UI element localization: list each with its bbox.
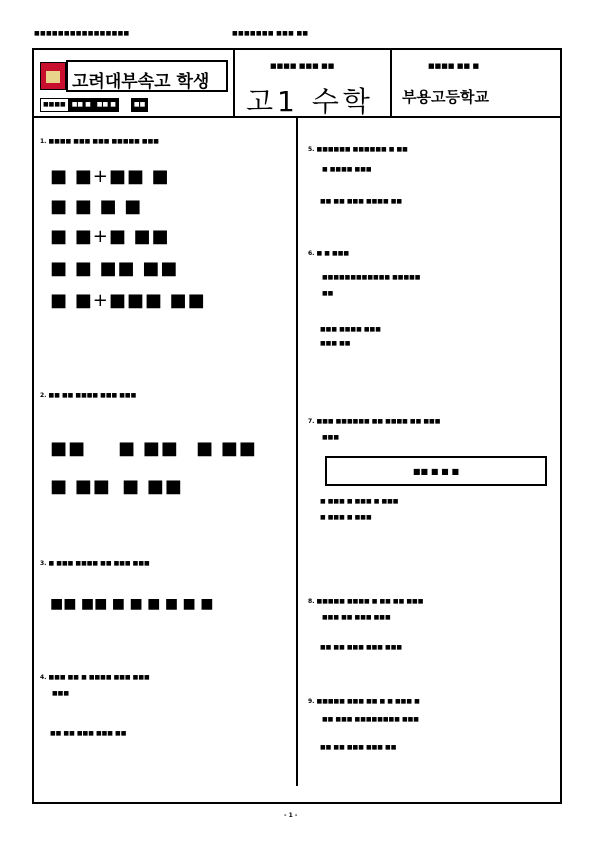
q1-option: ■ ■+■■ ■	[50, 166, 170, 187]
question-5: 5. ■■■■■■ ■■■■■■ ■ ■■	[308, 146, 408, 153]
question-7: 7. ■■■ ■■■■■■ ■■ ■■■■ ■■ ■■■	[308, 418, 441, 425]
exam-label: ■■■■ ■■■ ■■	[270, 62, 335, 70]
q6-subtext: ■■	[322, 290, 334, 297]
top-left-text: ■■■■■■■■■■■■■■■■	[34, 30, 130, 37]
info-row	[40, 98, 228, 112]
column-divider	[296, 118, 298, 786]
q2-option: ■ ■■	[50, 476, 111, 497]
q3-options: ■■ ■■ ■ ■ ■ ■ ■ ■	[50, 596, 214, 612]
q5-subtext: ■ ■■■■ ■■■	[322, 166, 372, 173]
info-cell: ■■ ■	[69, 98, 94, 112]
q2-option: ■■	[50, 438, 87, 459]
header-divider	[233, 48, 235, 118]
page-number: - 1 -	[284, 812, 298, 819]
question-1: 1. ■■■■ ■■■ ■■■ ■■■■■ ■■■	[40, 138, 159, 145]
q1-option: ■ ■+■ ■■	[50, 226, 170, 247]
q4-options: ■■ ■■ ■■■ ■■■ ■■	[50, 730, 127, 737]
q2-option: ■ ■■	[196, 438, 257, 459]
top-center-text: ■■■■■■■ ■■■ ■■	[232, 30, 309, 37]
info-cell: ■■	[131, 98, 148, 112]
q2-option: ■ ■■	[118, 438, 179, 459]
info-cell: ■■■■	[40, 98, 69, 112]
q7-box-text: ■■ ■ ■ ■	[412, 466, 460, 476]
school-right: 부용고등학교	[402, 88, 489, 106]
info-cell: ■■ ■	[94, 98, 119, 112]
question-2: 2. ■■ ■■ ■■■■ ■■■ ■■■	[40, 392, 137, 399]
q8-options: ■■ ■■ ■■■ ■■■ ■■■	[320, 644, 403, 651]
q5-options: ■■ ■■ ■■■ ■■■■ ■■	[320, 198, 403, 205]
q6-subtext: ■■■■■■■■■■■■ ■■■■■	[322, 274, 421, 281]
q1-option: ■ ■ ■■ ■■	[50, 258, 179, 279]
q2-option: ■ ■■	[122, 476, 183, 497]
q7-options: ■ ■■■ ■ ■■■ ■ ■■■	[320, 498, 399, 505]
question-6: 6. ■ ■ ■■■	[308, 250, 350, 257]
q1-option: ■ ■+■■■ ■■	[50, 290, 206, 311]
question-3: 3. ■ ■■■ ■■■■ ■■ ■■■ ■■■	[40, 560, 150, 567]
question-4: 4. ■■■ ■■ ■ ■■■■ ■■■ ■■■	[40, 674, 150, 681]
header-divider	[390, 48, 392, 118]
q9-options: ■■ ■■ ■■■ ■■■ ■■	[320, 744, 397, 751]
q1-option: ■ ■ ■ ■	[50, 196, 143, 217]
q7-subtext: ■■■	[322, 434, 340, 441]
school-name-box	[66, 60, 228, 92]
question-8: 8. ■■■■■ ■■■■ ■ ■■ ■■ ■■■	[308, 598, 424, 605]
q7-boxed-expression	[325, 456, 547, 486]
question-9: 9. ■■■■■ ■■■ ■■ ■ ■ ■■■ ■	[308, 698, 420, 705]
school-name: 고려대부속고 학생	[72, 72, 210, 92]
q6-options: ■■■ ■■	[320, 340, 351, 347]
subject-title: 고1 수학	[246, 85, 374, 118]
q4-subtext: ■■■	[52, 690, 70, 697]
q7-options: ■ ■■■ ■ ■■■	[320, 514, 372, 521]
date-label: ■■■■ ■■ ■	[428, 62, 480, 70]
school-logo-icon	[40, 62, 66, 90]
q9-subtext: ■■ ■■■ ■■■■■■■■ ■■■	[322, 716, 419, 723]
q6-options: ■■■ ■■■■ ■■■	[320, 326, 381, 333]
q8-subtext: ■■■ ■■ ■■■ ■■■	[322, 614, 391, 621]
